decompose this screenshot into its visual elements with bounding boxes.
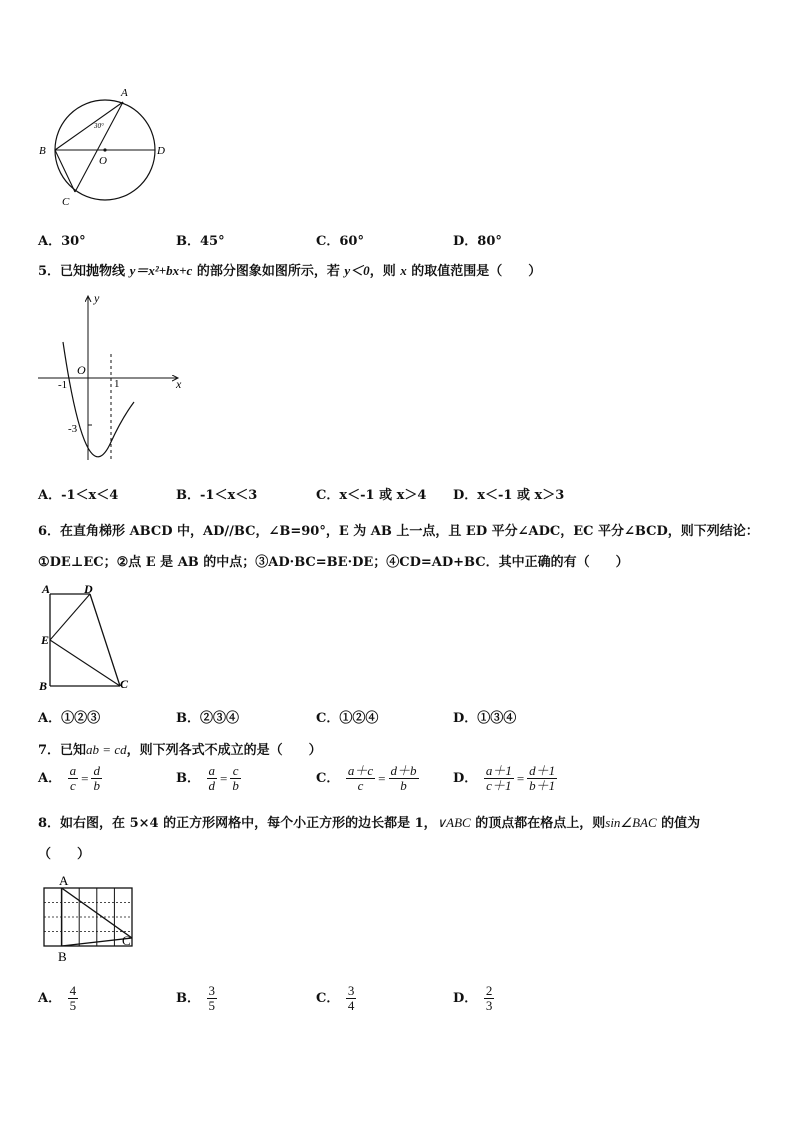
option-letter: C． [316, 771, 340, 786]
q7-option-b[interactable] [176, 764, 243, 793]
option-letter: D． [453, 488, 478, 503]
q8-function: sin∠BAC [605, 815, 657, 830]
q5-number: 5． [38, 264, 61, 279]
chord-ac [75, 102, 123, 192]
q7-option-c[interactable] [316, 764, 421, 793]
option-letter: A． [38, 488, 62, 503]
q6-option-c[interactable] [316, 707, 378, 726]
option-text: x＜-1 或 x＞3 [477, 488, 565, 503]
label-e: E [41, 633, 50, 647]
option-text: 80° [477, 234, 502, 249]
option-letter: A． [38, 771, 62, 786]
q5-parabola-figure [30, 288, 200, 468]
left-fraction [346, 764, 375, 793]
q8-option-d[interactable] [453, 984, 496, 1013]
option-letter: D． [453, 711, 478, 726]
q6-stem-line2: ①DE⊥EC；②点 E 是 AB 的中点；③AD·BC=BE·DE；④CD=AD+BC．其中正确的有（ ） [38, 555, 629, 570]
option-text: -1＜x＜4 [61, 488, 119, 503]
q6-trapezoid-figure [36, 580, 146, 695]
center-dot [103, 148, 106, 151]
q7-stem [38, 739, 322, 758]
q8-text-mid: 的顶点都在格点上，则 [470, 816, 606, 831]
option-letter: B． [176, 991, 200, 1006]
denominator: b [232, 778, 239, 793]
segment-ed [50, 594, 90, 640]
label-c: C [62, 196, 70, 208]
option-letter: B． [176, 711, 200, 726]
denominator: c＋1 [486, 778, 512, 793]
q4-option-b[interactable] [176, 230, 225, 249]
numerator: 2 [485, 983, 493, 998]
label-c: C [120, 677, 129, 691]
label-a: A [121, 87, 128, 99]
q8-option-b[interactable] [176, 984, 219, 1013]
numerator: a [69, 763, 77, 778]
option-letter: D． [453, 991, 478, 1006]
label-d: D [84, 582, 93, 596]
denominator: c [357, 778, 364, 793]
equals-sign: = [378, 770, 386, 786]
q8-stem [38, 812, 700, 831]
label-a: A [59, 873, 69, 888]
denominator: 5 [69, 998, 77, 1013]
numerator: d [93, 763, 100, 778]
label-one: 1 [114, 378, 120, 390]
q5-option-d[interactable] [453, 484, 564, 503]
parabola-curve [63, 342, 134, 457]
label-b: B [39, 145, 46, 157]
q6-option-a[interactable] [38, 707, 100, 726]
denominator: b＋1 [529, 778, 556, 793]
numerator: d＋1 [529, 763, 556, 778]
right-fraction [230, 764, 241, 793]
option-text: 30° [61, 234, 86, 249]
equals-sign: = [220, 770, 228, 786]
label-y: y [94, 291, 100, 305]
label-d: D [157, 145, 165, 157]
q8-triangle: ∨ABC [436, 815, 471, 830]
numerator: c [230, 764, 241, 779]
q6-option-b[interactable] [176, 707, 239, 726]
q4-option-d[interactable] [453, 230, 502, 249]
option-letter: A． [38, 711, 62, 726]
option-text: ①②③ [61, 711, 101, 726]
denominator: 3 [485, 998, 493, 1013]
numerator: 3 [347, 983, 355, 998]
option-text: ②③④ [200, 711, 240, 726]
denominator: 4 [347, 998, 355, 1013]
q7-expression: ab = cd [86, 742, 127, 757]
q8-option-c[interactable] [316, 984, 358, 1013]
option-text: -1＜x＜3 [200, 488, 258, 503]
fraction [68, 984, 79, 1013]
q5-option-c[interactable] [316, 484, 426, 503]
label-a: A [42, 582, 51, 596]
q8-grid-figure [34, 870, 144, 965]
q5-text-post1: ，则 [369, 264, 401, 279]
q5-stem [38, 260, 541, 279]
option-letter: A． [38, 991, 62, 1006]
q4-circle-figure [30, 80, 180, 215]
numerator: a [208, 763, 216, 778]
option-letter: C． [316, 234, 340, 249]
option-letter: C． [316, 488, 340, 503]
fraction [207, 984, 218, 1013]
option-text: ①②④ [339, 711, 379, 726]
label-x: x [176, 377, 182, 391]
option-letter: D． [453, 771, 478, 786]
chord-ab [55, 102, 123, 150]
equals-sign: = [81, 770, 89, 786]
numerator: 4 [69, 983, 77, 998]
label-neg1: -1 [58, 379, 68, 391]
side-dc [90, 594, 120, 686]
option-letter: C． [316, 711, 340, 726]
q8-text-post: 的值为 [656, 816, 701, 831]
equals-sign: = [516, 770, 525, 786]
label-o: O [99, 155, 107, 167]
q4-option-c[interactable] [316, 230, 364, 249]
q5-text-mid: 的部分图象如图所示，若 [192, 264, 345, 279]
option-text: 60° [339, 234, 364, 249]
option-letter: B． [176, 234, 200, 249]
label-b: B [58, 949, 67, 964]
q7-option-a[interactable] [38, 764, 104, 793]
label-b: B [39, 679, 48, 693]
q7-text-pre: 7．已知 [38, 743, 87, 758]
q5-text-pre: 已知抛物线 [60, 264, 130, 279]
label-c: C [122, 933, 131, 948]
chord-bc [55, 150, 75, 192]
numerator: a＋c [347, 763, 374, 778]
q8-stem-line2: （ ） [38, 847, 91, 862]
numerator: d＋b [390, 763, 417, 778]
denominator: b [400, 778, 407, 793]
segment-ec [50, 640, 120, 686]
label-neg3: -3 [68, 423, 78, 435]
numerator: 3 [208, 983, 216, 998]
denominator: b [93, 778, 100, 793]
q7-text-post: ，则下列各式不成立的是（ ） [126, 743, 322, 758]
q5-text-post2: 的取值范围是（ ） [406, 264, 542, 279]
numerator: a＋1 [485, 763, 512, 778]
q5-expression: y＝x²+bx+c [129, 263, 193, 278]
option-letter: C． [316, 991, 340, 1006]
q5-option-b[interactable] [176, 484, 257, 503]
left-fraction [484, 764, 514, 793]
label-origin: O [77, 363, 86, 377]
q6-stem-line1: 6．在直角梯形 ABCD 中，AD//BC，∠B=90°，E 为 AB 上一点，且 ED 平分∠ADC，EC 平分∠BCD，则下列结论： [38, 524, 759, 539]
q8-text-pre: 8．如右图，在 5×4 的正方形网格中，每个小正方形的边长都是 1， [38, 816, 437, 831]
left-fraction [207, 764, 218, 793]
option-letter: A． [38, 234, 62, 249]
q5-option-a[interactable] [38, 484, 118, 503]
q4-option-a[interactable] [38, 230, 86, 249]
right-fraction [389, 764, 419, 793]
right-fraction [91, 764, 102, 793]
q5-variable: x [400, 263, 407, 278]
angle-label: 30° [94, 122, 104, 130]
option-letter: D． [453, 234, 478, 249]
fraction [484, 984, 495, 1013]
q5-condition: y＜0 [344, 263, 370, 278]
option-text: x＜-1 或 x＞4 [339, 488, 427, 503]
right-fraction [527, 764, 557, 793]
denominator: 5 [208, 998, 216, 1013]
q7-option-d[interactable] [453, 764, 559, 793]
denominator: c [69, 778, 76, 793]
option-letter: B． [176, 771, 200, 786]
grid [44, 888, 132, 946]
option-text: ①③④ [477, 711, 517, 726]
q8-option-a[interactable] [38, 984, 80, 1013]
denominator: d [208, 778, 216, 793]
left-fraction [68, 764, 79, 793]
option-text: 45° [200, 234, 225, 249]
fraction [346, 984, 357, 1013]
q6-option-d[interactable] [453, 707, 516, 726]
option-letter: B． [176, 488, 200, 503]
